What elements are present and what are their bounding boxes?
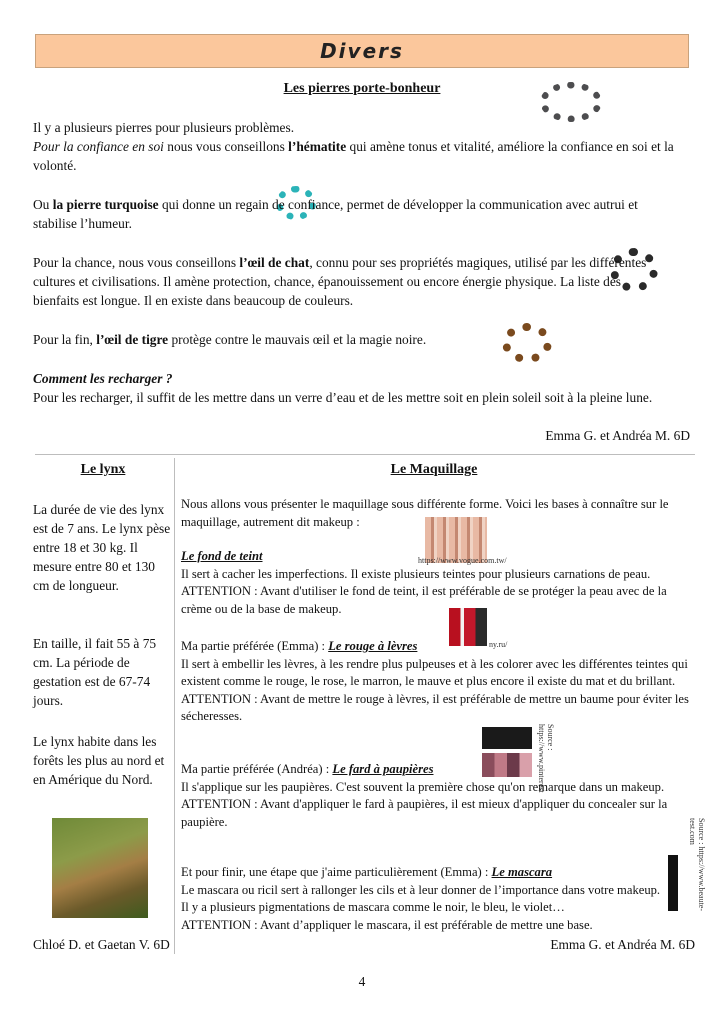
text-segment: protège contre le mauvais œil et la magie noire.: [168, 332, 427, 347]
mascara-source: Source : https://www.beaute-test.com: [688, 818, 706, 912]
text-segment: qui amène tonus et vitalité, améliore la confiance en soi et la volonté.: [33, 139, 674, 173]
lynx-photo: [52, 818, 148, 918]
oeil-de-tigre-bracelet-image: [502, 323, 552, 363]
oeil-de-chat-term: l’œil de chat: [239, 255, 310, 270]
fard-title: Le fard à paupières: [332, 762, 434, 776]
palette-box-photo: [482, 727, 532, 749]
banner-title: Divers: [320, 39, 404, 63]
hematite-term: l’hématite: [288, 139, 347, 154]
recharge-section: [33, 369, 673, 407]
text-segment: Pour la fin,: [33, 332, 97, 347]
turquoise-term: la pierre turquoise: [52, 197, 159, 212]
fond-de-teint-attention: ATTENTION : Avant d'utiliser le fond de teint, il est préférable de se protéger la peau avec de la crème ou de la base de makeup.: [181, 584, 667, 616]
text-segment: , connu pour ses propriétés magiques, utilisé par les différentes cultures et civilisations. Il amène protection, chance, épanouissement ou encore énergie physique. La liste des bienfaits est longue. Il en existe dans beaucoup de couleurs.: [33, 255, 647, 308]
mascara-photo: [668, 855, 678, 911]
pierres-title: Les pierres porte-bonheur: [283, 81, 441, 96]
rouge-section: [181, 638, 697, 726]
mascara-section: [181, 864, 661, 934]
fond-de-teint-text: Il sert à cacher les imperfections. Il existe plusieurs teintes pour plusieurs carnations de peau.: [181, 566, 651, 581]
pierres-hematite-text: [33, 137, 683, 175]
fond-de-teint-title: Le fond de teint: [181, 549, 263, 563]
mascara-text: Le mascara ou ricil sert à rallonger les cils et à leur donner de l’importance dans votre makeup. Il y a plusieurs pigmentations de mascara comme le noir, le bleu, le violet…: [181, 882, 661, 915]
lynx-authors: Chloé D. et Gaetan V. 6D: [33, 937, 170, 952]
mascara-heading: [181, 864, 661, 882]
text-segment: Pour la chance, nous vous conseillons: [33, 255, 240, 270]
maquillage-intro: Nous allons vous présenter le maquillage sous différente forme. Voici les bases à connaître sur le maquillage, autrement dit makeup :: [181, 497, 669, 529]
palette-source: Source : https://www.pinterest: [537, 724, 555, 793]
pierres-paragraph-4: [33, 330, 493, 349]
fard-attention: ATTENTION : Avant d'appliquer le fard à paupières, il est mieux d'appliquer du concealer sur la paupière.: [181, 797, 668, 829]
lipstick-source: ny.ru/: [489, 640, 508, 649]
text-segment: Ou: [33, 197, 53, 212]
oeil-de-tigre-term: l’œil de tigre: [96, 332, 169, 347]
maquillage-title: Le Maquillage: [390, 462, 478, 477]
lynx-paragraph-2: En taille, il fait 55 à 75 cm. La période de gestation est de 67-74 jours.: [33, 636, 157, 708]
recharge-text: Pour les recharger, il suffit de les mettre dans un verre d’eau et de les mettre soit en plein soleil soit à la pleine lune.: [33, 390, 653, 405]
text-segment: qui donne un regain de confiance, permet de développer la communication avec autrui et stabilise l’humeur.: [33, 197, 638, 231]
mascara-attention: ATTENTION : Avant d’appliquer le mascara, il est préférable de mettre une base.: [181, 917, 593, 932]
hematite-bracelet-image: [540, 82, 602, 122]
rouge-title: Le rouge à lèvres: [328, 639, 418, 653]
confiance-emphasis: Pour la confiance en soi: [33, 139, 164, 154]
fard-text: Il s'applique sur les paupières. C'est souvent la première chose qu'on remarque dans un makeup.: [181, 779, 665, 794]
mascara-title: Le mascara: [491, 865, 553, 879]
fond-de-teint-section: [181, 548, 697, 618]
lynx-paragraph-3: Le lynx habite dans les forêts les plus au nord et en Amérique du Nord.: [33, 734, 165, 787]
pierres-paragraph-3: [33, 253, 665, 310]
column-divider: [174, 458, 175, 954]
pierres-authors: Emma G. et Andréa M. 6D: [545, 428, 690, 443]
fard-section: [181, 761, 697, 831]
lynx-title: Le lynx: [80, 462, 126, 477]
section-divider: [35, 454, 695, 455]
foundation-source: https://www.vogue.com.tw/: [418, 556, 507, 565]
fard-heading: [181, 761, 697, 779]
text-segment: nous vous conseillons: [163, 139, 289, 154]
rouge-attention: ATTENTION : Avant de mettre le rouge à lèvres, il est préférable de mettre un baume pour éviter les sécheresses.: [181, 691, 689, 724]
rouge-text: Il sert à embellir les lèvres, à les rendre plus pulpeuses et à les colorer avec les différentes teintes qui existent comme le rouge, le rose, le marron, le mauve et plus encore il existe du mat et du brillant.: [181, 656, 688, 689]
section-banner: [35, 34, 689, 68]
pierres-paragraph-1: [33, 118, 683, 175]
recharge-title: Comment les recharger ?: [33, 371, 173, 386]
rouge-prefix: Ma partie préférée (Emma) :: [181, 639, 329, 653]
lynx-paragraph-1: La durée de vie des lynx est de 7 ans. Le lynx pèse entre 18 et 30 kg. Il mesure entre 80 et 130 cm de longueur.: [33, 502, 171, 593]
pierres-paragraph-2: [33, 195, 683, 233]
fard-prefix: Ma partie préférée (Andréa) :: [181, 762, 333, 776]
mascara-prefix: Et pour finir, une étape que j'aime particulièrement (Emma) :: [181, 865, 492, 879]
rouge-heading: [181, 638, 697, 656]
maquillage-authors: Emma G. et Andréa M. 6D: [550, 937, 695, 952]
pierres-intro: Il y a plusieurs pierres pour plusieurs problèmes.: [33, 120, 295, 135]
page-number: 4: [358, 974, 366, 989]
